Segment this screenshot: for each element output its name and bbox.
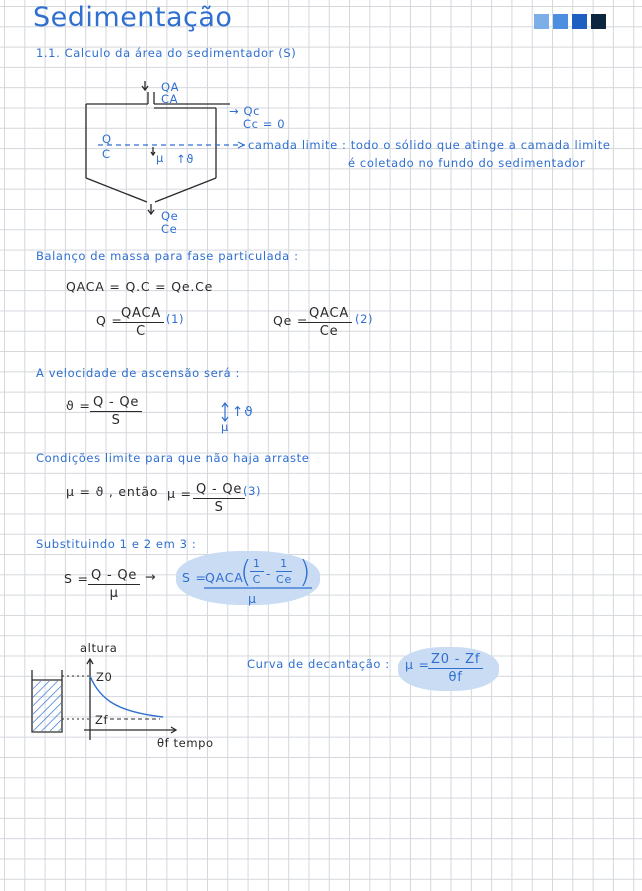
result-paren-close: ) (299, 555, 311, 590)
settling-z0: Z0 (96, 670, 113, 684)
substitution-numerator: Q - Qe (88, 568, 140, 585)
settling-mu-denominator: θf (448, 670, 463, 685)
velocity-side-mu: μ (221, 420, 229, 434)
settling-mu-fraction (428, 652, 483, 685)
diagram-mu: μ (156, 151, 164, 165)
velocity-heading: A velocidade de ascensão será : (36, 366, 240, 380)
limit-lhs: μ = ϑ , então (66, 484, 159, 499)
result-denominator: μ (248, 591, 257, 606)
limit-lhs2: μ = (167, 486, 192, 501)
result-frac1-den: C (252, 573, 262, 586)
diagram-q: Q (102, 132, 112, 146)
eq2-tag: (2) (355, 312, 374, 326)
diagram-qa: QA (161, 80, 180, 94)
result-minus: - (266, 566, 272, 581)
eq2-denominator: Ce (319, 324, 339, 339)
result-paren-open: ( (240, 555, 252, 590)
velocity-numerator: Q - Qe (90, 395, 142, 412)
mass-balance-equation: QACA = Q.C = Qe.Ce (66, 279, 214, 294)
section-heading: 1.1. Calculo da área do sedimentador (S) (36, 46, 297, 60)
eq2-numerator: QACA (306, 306, 352, 323)
velocity-lhs: ϑ = (66, 398, 91, 413)
result-lhs: S = (182, 570, 207, 585)
diagram-ce: Ce (161, 222, 178, 236)
substitution-heading: Substituindo 1 e 2 em 3 : (36, 537, 197, 551)
eq1-tag: (1) (166, 312, 185, 326)
result-frac1-num: 1 (250, 557, 264, 572)
diagram-qe: Qe (161, 209, 179, 223)
velocity-side-symbol: ↑ϑ (232, 404, 254, 420)
limit-denominator: S (214, 500, 224, 515)
settling-zf: Zf (95, 713, 109, 727)
settling-mu-lhs: μ = (405, 657, 430, 672)
eq1-denominator: C (136, 324, 146, 339)
substitution-lhs: S = (64, 571, 89, 586)
diagram-qc: → Qc (229, 104, 261, 118)
result-frac2-den: Ce (276, 573, 293, 586)
diagram-ca: CA (161, 92, 179, 106)
velocity-denominator: S (111, 413, 121, 428)
diagram-c: C (102, 147, 111, 161)
substitution-arrow: → (145, 569, 157, 584)
limit-heading: Condições limite para que não haja arraste (36, 451, 310, 465)
page-title: Sedimentação (33, 2, 233, 33)
camada-limite-label-2: é coletado no fundo do sedimentador (348, 156, 586, 170)
diagram-v: ↑ϑ (176, 152, 194, 166)
settling-axis-y: altura (80, 641, 118, 655)
limit-numerator: Q - Qe (193, 482, 245, 499)
eq1-lhs: Q = (96, 313, 123, 328)
diagram-cc: Cc = 0 (243, 117, 286, 131)
result-coefficient: QACA (205, 570, 244, 585)
settling-axis-x: θf tempo (157, 736, 214, 750)
eq2-lhs: Qe = (273, 313, 309, 328)
settling-curve-label: Curva de decantação : (247, 657, 390, 671)
mass-balance-heading: Balanço de massa para fase particulada : (36, 249, 299, 263)
limit-tag: (3) (243, 484, 262, 498)
result-frac2-num: 1 (276, 557, 292, 572)
eq1-numerator: QACA (118, 306, 164, 323)
camada-limite-label: camada limite : todo o sólido que atinge a camada limite (248, 138, 611, 152)
substitution-denominator: μ (109, 586, 119, 601)
settling-mu-numerator: Z0 - Zf (428, 652, 483, 669)
